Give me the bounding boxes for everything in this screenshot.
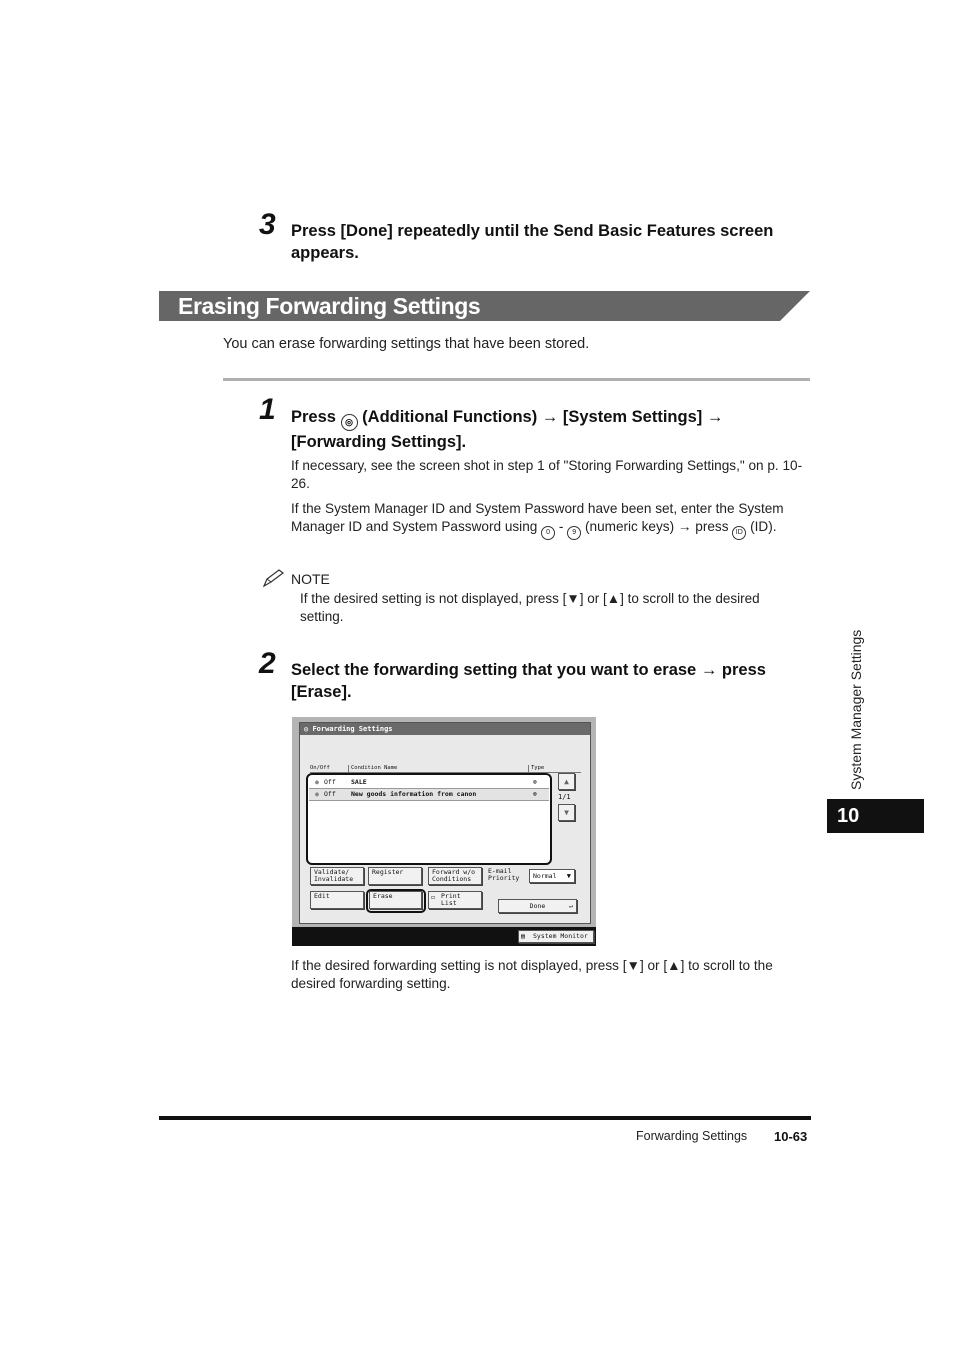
side-tab-label: System Manager Settings <box>848 629 864 790</box>
step-2-caption: If the desired forwarding setting is not displayed, press [▼] or [▲] to scroll to the desired forwarding setting. <box>291 958 773 991</box>
row-state: Off <box>324 778 336 786</box>
pencil-icon <box>262 568 286 593</box>
register-button[interactable]: Register <box>368 867 422 885</box>
step-1-number: 1 <box>259 393 276 426</box>
id-key-icon: ID <box>732 526 746 540</box>
step-1-text-a: Press <box>291 408 336 426</box>
chapter-tab: 10 <box>827 799 924 833</box>
system-monitor-button[interactable] <box>518 930 594 943</box>
step-3-number: 3 <box>259 208 276 241</box>
step-1-para2-a: If the System Manager ID and System Password have been set, enter the System Manager ID and System Password using <box>291 501 784 534</box>
step-3-text: Press [Done] repeatedly until the Send Basic Features screen appears. <box>291 222 774 262</box>
scroll-down-button[interactable]: ▼ <box>558 804 575 821</box>
step-1-text-b: (Additional Functions) → [System Settings] → [Forwarding Settings]. <box>291 408 724 451</box>
list-item[interactable] <box>309 777 549 789</box>
note-label: NOTE <box>291 571 330 587</box>
print-list-label: Print List <box>441 892 461 907</box>
ui-title: Forwarding Settings <box>312 725 393 733</box>
scroll-up-button[interactable]: ▲ <box>558 773 575 790</box>
erase-button[interactable]: Erase <box>369 891 422 909</box>
email-type-icon: ⊗ <box>533 778 537 786</box>
forwarding-list[interactable] <box>306 773 552 865</box>
divider <box>223 378 810 381</box>
footer-section: Forwarding Settings <box>636 1129 748 1143</box>
done-button[interactable] <box>498 899 577 913</box>
row-name: SALE <box>351 778 367 786</box>
footer-rule <box>159 1116 811 1120</box>
enter-icon: ↵ <box>569 902 573 910</box>
chevron-down-icon: ▼ <box>566 872 571 880</box>
off-dot-icon: ● <box>315 778 319 786</box>
done-label: Done <box>529 902 546 910</box>
col-type: Type <box>528 765 581 773</box>
step-1-para2 <box>291 500 811 540</box>
section-heading <box>159 291 810 321</box>
ui-title-bar <box>300 723 590 735</box>
printer-icon: ▭ <box>431 893 435 901</box>
system-monitor-label: System Monitor <box>533 932 588 940</box>
ui-panel <box>299 722 591 924</box>
section-intro: You can erase forwarding settings that have been stored. <box>223 336 590 352</box>
additional-functions-icon: ◎ <box>341 414 358 431</box>
edit-button[interactable]: Edit <box>310 891 364 909</box>
status-bar <box>292 927 596 946</box>
step-1-text <box>291 406 811 453</box>
page-indicator: 1/1 <box>558 793 571 801</box>
section-title: Erasing Forwarding Settings <box>178 293 481 319</box>
step-1-para1: If necessary, see the screen shot in step 1 of "Storing Forwarding Settings," on p. 10-26. <box>291 458 803 491</box>
step-1-para2-d: (ID). <box>750 519 777 534</box>
ui-title-icon: ◎ <box>304 725 309 733</box>
note-text: If the desired setting is not displayed, press [▼] or [▲] to scroll to the desired setting. <box>300 591 760 624</box>
priority-value: Normal <box>533 872 557 880</box>
forward-without-conditions-button[interactable]: Forward w/o Conditions <box>428 867 482 885</box>
screenshot <box>292 717 596 946</box>
list-item[interactable] <box>309 789 549 801</box>
step-1-para2-c: (numeric keys) → press <box>584 519 729 534</box>
monitor-icon: ▤ <box>521 932 525 940</box>
col-onoff: On/Off <box>310 765 354 773</box>
col-name: Condition Name <box>348 765 531 773</box>
numeric-key-9-icon: 9 <box>567 526 581 540</box>
off-dot-icon: ● <box>315 790 319 798</box>
validate-invalidate-button[interactable]: Validate/ Invalidate <box>310 867 364 885</box>
email-type-icon: ⊗ <box>533 790 537 798</box>
step-2-text: Select the forwarding setting that you want to erase → press [Erase]. <box>291 661 766 701</box>
numeric-key-0-icon: 0 <box>541 526 555 540</box>
side-tab-label-wrap <box>832 605 862 790</box>
step-1-para2-b: - <box>558 519 564 534</box>
page-number: 10-63 <box>774 1129 808 1144</box>
priority-select[interactable] <box>529 869 575 883</box>
step-2-number: 2 <box>259 647 276 680</box>
row-state: Off <box>324 790 336 798</box>
print-list-button[interactable] <box>428 891 482 909</box>
row-name: New goods information from canon <box>351 790 477 798</box>
email-priority-label: E-mail Priority <box>488 867 520 882</box>
